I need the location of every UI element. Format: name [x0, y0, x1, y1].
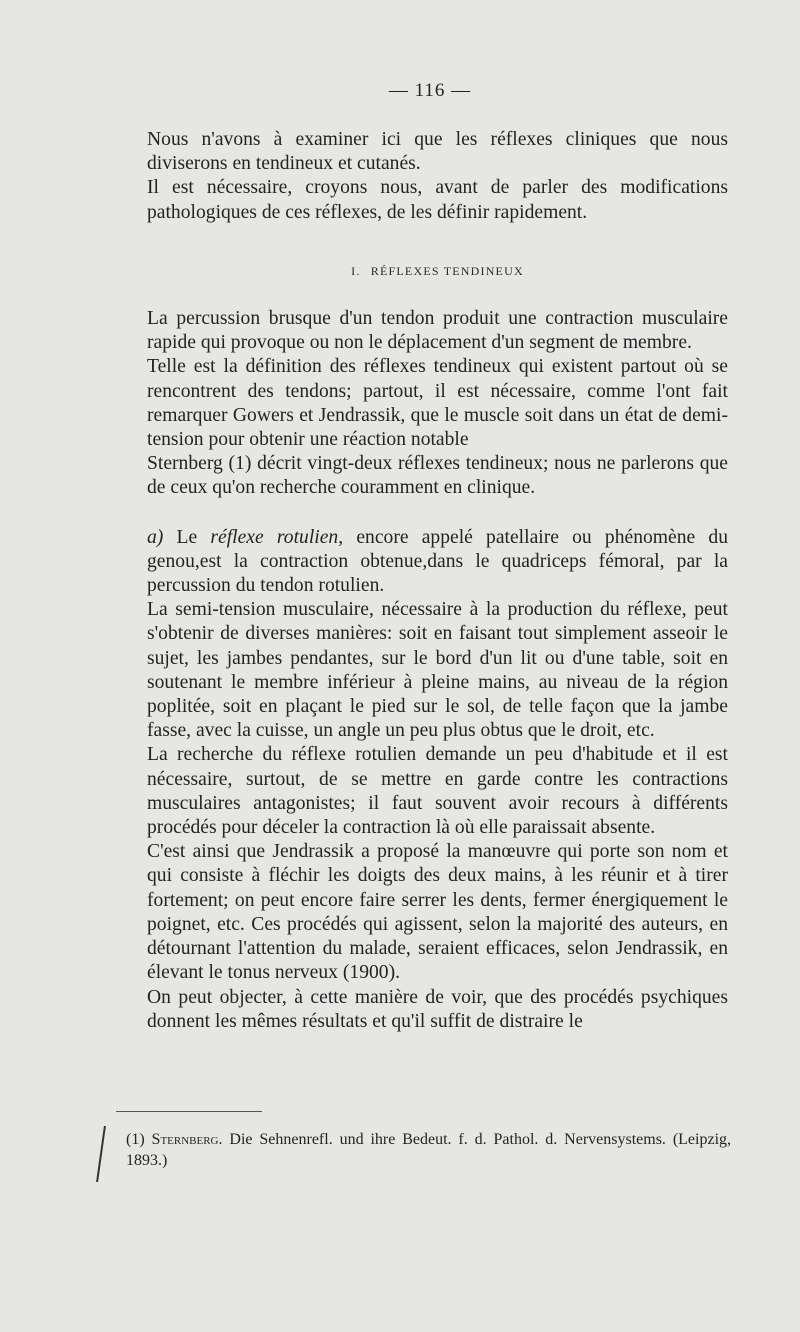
footnote-author: Sternberg.: [151, 1131, 223, 1148]
footnote-marker: (1): [126, 1131, 145, 1148]
rotulien-paragraph-4: C'est ainsi que Jendrassik a proposé la manœuvre qui porte son nom et qui consiste à fléchir les doigts des deux mains, à les réunir et à tirer fortement; on peut encore faire serrer les dents, fermer énergiquement le poignet, etc. Ces procédés qui agissent, selon la majorité des auteurs, en détournant l'attention du malade, seraient efficaces, selon Jendrassik, en élevant le tonus nerveux (1900).: [147, 841, 728, 984]
intro-paragraph-2: Il est nécessaire, croyons nous, avant de parler des modifications pathologiques de ces réflexes, de les définir rapidement.: [147, 177, 728, 223]
tendineux-paragraph-1: La percussion brusque d'un tendon produit une contraction musculaire rapide qui provoque ou non le déplacement d'un segment de membre.: [147, 308, 728, 354]
rotulien-paragraph-2: La semi-tension musculaire, nécessaire à la production du réflexe, peut s'obtenir de diverses manières: soit en faisant tout simplement asseoir le sujet, les jambes pendantes, sur le bord d'un lit ou d'une table, soit en soutenant le membre inférieur à pleine mains, au niveau de la région poplitée, soit en plaçant le pied sur le sol, de telle façon que la jambe fasse, avec la cuisse, un angle un peu plus obtus que le droit, etc.: [147, 599, 728, 742]
word-le: Le: [176, 526, 198, 548]
footnote-text: Die Sehnenrefl. und ihre Bedeut. f. d. Pathol. d. Nervensystems. (Leipzig, 1893.): [126, 1131, 732, 1169]
intro-paragraph-1: Nous n'avons à examiner ici que les réflexes cliniques que nous diviserons en tendineux et cutanés.: [147, 129, 728, 175]
tendineux-paragraph-2: Telle est la définition des réflexes tendineux qui existent partout où se rencontrent des tendons; partout, il est nécessaire, comme l'ont fait remarquer Gowers et Jendrassik, que le muscle soit dans un état de demi-tension pour obtenir une réaction notable: [147, 356, 728, 451]
page-number: — 116 —: [388, 80, 472, 101]
term-reflexe-rotulien: réflexe rotulien,: [210, 526, 344, 548]
margin-pencil-mark: [96, 1126, 126, 1182]
section-number: I.: [351, 263, 361, 278]
rotulien-paragraph-5: On peut objecter, à cette manière de voir, que des procédés psychiques donnent les mêmes résultats et qu'il suffit de distraire le: [147, 986, 728, 1032]
footnote: [126, 1129, 731, 1171]
tendineux-paragraph-3: Sternberg (1) décrit vingt-deux réflexes tendineux; nous ne parlerons que de ceux qu'on recherche couramment en clinique.: [147, 453, 728, 499]
rotulien-paragraph-3: La recherche du réflexe rotulien demande un peu d'habitude et il est nécessaire, surtout, de se mettre en garde contre les contractions musculaires antagonistes; il faut souvent avoir recours à différents procédés pour déceler la contraction là où elle paraissait absente.: [147, 744, 728, 839]
section-heading: [147, 259, 728, 283]
rotulien-paragraph-1: [147, 526, 728, 599]
item-label: a): [147, 526, 164, 548]
section-title: RÉFLEXES TENDINEUX: [370, 263, 524, 278]
footnote-divider: [116, 1111, 262, 1112]
body-text: [147, 128, 728, 1034]
rotulien-paragraph-1-text: encore appelé patellaire ou phénomène du genou,est la contraction obtenue,dans le quadriceps fémoral, par la percussion du tendon rotulien.: [147, 526, 729, 597]
